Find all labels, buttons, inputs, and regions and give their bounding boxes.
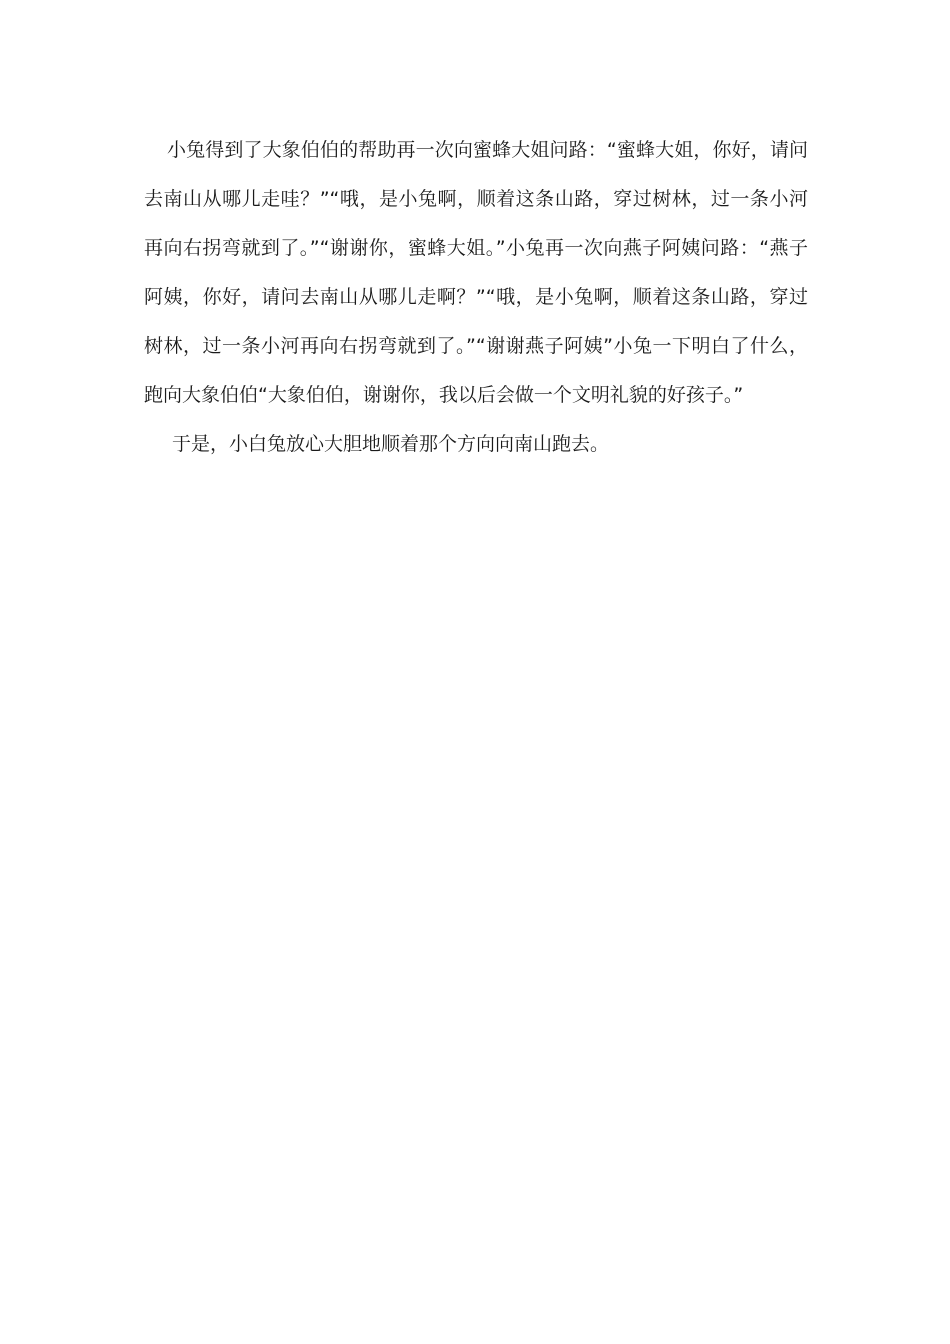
- story-paragraph-2: 于是，小白兔放心大胆地顺着那个方向向南山跑去。: [172, 433, 610, 455]
- document-body: [144, 126, 808, 469]
- story-paragraph-1: 小兔得到了大象伯伯的帮助再一次向蜜蜂大姐问路：“蜜蜂大姐，你好，请问去南山从哪儿走哇？”“哦，是小兔啊，顺着这条山路，穿过树林，过一条小河再向右拐弯就到了。”“谢谢你，蜜蜂大姐。”小兔再一次向燕子阿姨问路：“燕子阿姨，你好，请问去南山从哪儿走啊？”“哦，是小兔啊，顺着这条山路，穿过树林，过一条小河再向右拐弯就到了。”“谢谢燕子阿姨”小兔一下明白了什么，跑向大象伯伯“大象伯伯，谢谢你，我以后会做一个文明礼貌的好孩子。”: [144, 139, 808, 406]
